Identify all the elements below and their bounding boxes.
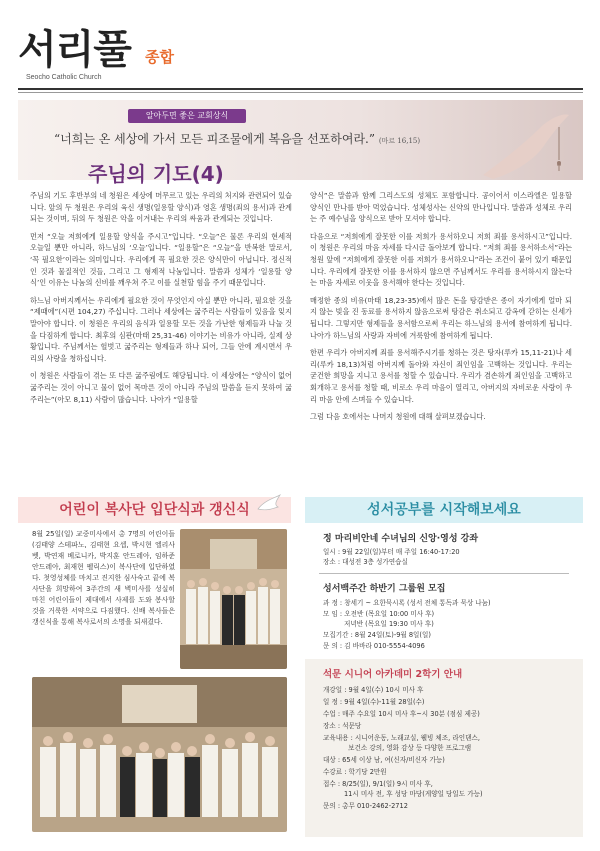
paragraph: 한편 우리가 아버지께 죄를 용서해주시기를 청하는 것은 탕자(루카 15,11-21)나 세리(루카 18,13)처럼 아버지께 돌아와 자신이 죄인임을 고백하는 것입니다. 우리는 굳건한 희망을 지니고 용서를 청할 수 있습니다. 우리가 겸손하게 죄인임을 고백하고 회개하고 용서를 청할 때, 비로소 우리 마음이 열리고, 아버지의 자비로운 사랑이 우리 마음 안에 스며들 수 있습니다. xyxy=(310,348,572,404)
paragraph: 매정한 종의 비유(마태 18,23-35)에서 많은 돈을 탕감받은 종이 자기에게 얼마 되지 않는 빚을 진 동료를 용서하지 않음으로써 탕감은 취소되고 감옥에 갇히는 신세가 됩니다. 그렇지만 형제들을 용서함으로써 우리는 하느님의 용서에 참여하게 됩니다. 나아가 하느님의 사랑과 자비에 겨룩함에 참여하게 됩니다. xyxy=(310,295,572,340)
senior-academy-line: 수업 : 매주 수요일 10시 미사 후~시 30분 (점심 제공) xyxy=(323,710,480,718)
paragraph: 그럼 다음 호에서는 나머지 청원에 대해 살펴보겠습니다. xyxy=(310,412,486,422)
masthead-title: 서리풀 xyxy=(18,27,131,73)
quote-reference: (마르 16,15) xyxy=(378,137,421,145)
altar-servers-panel xyxy=(18,497,291,837)
altar-servers-photo-2 xyxy=(32,677,287,832)
senior-academy-line: 교육내용 : 시니어운동, 노래교실, 웰빙 체조, 라인댄스, xyxy=(323,734,480,742)
senior-academy-line: 접수 : 8/25(일), 9/1(일) 9시 미사 후, xyxy=(323,780,433,788)
senior-academy-line: 문의 : 총무 010-2462-2712 xyxy=(323,802,408,810)
feature-title: 주님의 기도(4) xyxy=(88,162,224,186)
senior-academy-line: 수강료 : 학기당 2만원 xyxy=(323,768,387,776)
feature-left-column xyxy=(30,190,292,411)
lecture-heading: 정 마리비안네 수녀님의 신앙·영성 강좌 xyxy=(323,534,479,544)
masthead-rule-thin xyxy=(18,92,583,93)
senior-academy-line: 장소 : 석문당 xyxy=(323,722,362,730)
senior-academy-line: 일 정 : 9월 4일(수)-11월 28일(수) xyxy=(323,698,425,706)
series-tag: 알아두면 좋은 교회상식 xyxy=(128,109,246,123)
feature-right-column xyxy=(310,190,572,429)
masthead-rule xyxy=(18,88,583,90)
feature-article xyxy=(18,100,583,485)
dove-icon xyxy=(254,489,288,523)
paragraph: 이 청원은 사람들이 겪는 또 다른 굶주림에도 해당됩니다. 이 세상에는 “양식이 없어 굶주리는 것이 아니고 물이 없어 목마른 것이 아니라 주님의 말씀을 듣지 못하여 굶주리는”(아모 8,11) 사람이 많습니다. 나아가 “일용할 xyxy=(30,371,292,404)
altar-servers-title: 어린이 복사단 입단식과 갱신식 xyxy=(18,497,291,523)
section-label: 종합 xyxy=(145,48,174,66)
paragraph: 다음으로 “저희에게 잘못한 이를 저희가 용서하오니 저희 죄를 용서하시고”입니다. 이 청원은 우리의 마음 자세를 다시금 돌아보게 합니다. “저희 죄를 용서하소서”라는 청원 앞에 “저희에게 잘못한 이를 저희가 용서하오니”라는 조건이 붙어 있기 때문입니다. 우리에게 잘못한 이를 용서하지 않으면 주님께서도 우리를 용서하시지 않는다는 마음 자세로 이웃을 용서해야 한다는 것입니다. xyxy=(310,231,572,288)
paragraph: 주님의 기도 후반부의 네 청원은 세상에 머무르고 있는 우리의 처지와 관련되어 있습니다. 앞의 두 청원은 우리의 육신 생명(일용할 양식)과 영혼 생명(죄의 용서)과 관계되는 것이며, 뒤의 두 청원은 악을 이겨내는 우리의 싸움과 관계되는 것입니다. xyxy=(30,191,292,224)
masthead-subtitle: Seocho Catholic Church xyxy=(26,74,102,81)
bible-100-line: 모 임 : 오전반 (목요일 10:00 미사 후) xyxy=(323,610,435,618)
senior-academy-line: 보건소 강의, 영화 감상 등 다양한 프로그램 xyxy=(323,744,472,752)
lecture-line: 일시 : 9월 22일(일)부터 매 주일 16:40-17:20 xyxy=(323,548,460,556)
paragraph: 하느님 아버지께서는 우리에게 필요한 것이 무엇인지 아실 뿐만 아니라, 필요한 것을 “제때에”(시편 104,27) 주십니다. 그러나 세상에는 굶주리는 사람들이 있음을 잊지 말아야 합니다. 이 청원은 우리의 음식과 일용할 모든 것을 가난한 형제들과 나눌 것을 다짐하게 합니다. 최후의 심판(마태 25,31-46) 이야기는 비유가 아니라, 실제 상황입니다. 주님께서는 헐벗고 굶주리는 형제들과 하나 되어, 그들 안에 계시면서 우리의 사랑을 청하십니다. xyxy=(30,295,292,363)
altar-servers-text: 8월 25일(일) 교중미사에서 총 7명의 어린이들(김태양 스테파노, 김태현 요셉, 박시현 엘리사벳, 박연재 베로니카, 박지훈 안드레아, 임하준 안드레아, 최재현 펠릭스)이 복사단에 입단하였다. 첫영성체를 마치고 진지한 심사숙고 끝에 복사단을 희망하여 3주간의 새 벽미사를 성실히 마친 어린이들이 제대에서 사제를 도와 봉사할 것을 거룩한 서약으로 다짐했다. 신배 복사들은 갱신식을 통해 복사로서의 소명을 되새겼다. xyxy=(32,530,175,626)
paragraph: 양식”은 말씀과 함께 그리스도의 성체도 포함합니다. 공이어서 이스라엘은 일용할 양식인 만나를 받아 먹었습니다. 성체성사는 신약의 만나입니다. 말씀과 성체로 우리는 주 예수님을 양식으로 받아 모셔야 합니다. xyxy=(310,191,572,224)
quote-text: “너희는 온 세상에 가서 모든 피조물에게 복음을 선포하여라.” xyxy=(54,132,375,146)
bible-100-line: 과 정 : 창세기 ~ 요한묵시록 (성서 전체 통독과 묵상 나눔) xyxy=(323,599,491,607)
senior-academy-line: 대상 : 65세 이상 남, 여(신자/비신자 가능) xyxy=(323,756,445,764)
bible-100-heading: 성서백주간 하반기 그룹원 모집 xyxy=(323,584,446,594)
senior-academy-heading: 석문 시니어 아카데미 2학기 안내 xyxy=(323,669,463,680)
bible-study-panel xyxy=(305,497,583,837)
lecture-line: 장소 : 대성전 3층 성가연습실 xyxy=(323,558,408,566)
paragraph: 먼저 “오늘 저희에게 일용할 양식을 주시고”입니다. “오늘”은 물론 우리의 현세적 오늘일 뿐만 아니라, 하느님의 ‘오늘’입니다. “일용할”은 “오늘”을 반복한 말로서, ‘꼭 필요한’이라는 의미입니다. 우리에게 꼭 필요한 것은 양식만이 아닙니다. 정신적인 것과 물질적인 것들, 그리고 그 형제적 나눔입니다. 말씀과 성체가 ‘일용할 양식’인 이유는 나눔의 신비를 깨우쳐 주고 이를 실천할 힘을 주기 때문입니다. xyxy=(30,231,292,288)
scripture-quote xyxy=(54,130,474,147)
senior-academy-line: 11시 미사 전, 후 성당 마당(게양일 당일도 가능) xyxy=(323,790,483,798)
bible-100-line: 문 의 : 김 바바라 010-5554-4096 xyxy=(323,642,425,650)
divider xyxy=(319,573,569,574)
altar-servers-photo-1 xyxy=(180,529,287,669)
bible-100-line: 모집기간 : 8월 24일(토)-9월 8일(일) xyxy=(323,631,431,639)
bible-study-title: 성서공부를 시작해보세요 xyxy=(305,497,583,523)
senior-academy-box xyxy=(305,659,583,837)
bible-100-line: 저녁반 (목요일 19:30 미사 후) xyxy=(323,620,434,628)
praying-hands-icon xyxy=(473,105,573,180)
senior-academy-line: 개강일 : 9월 4일(수) 10시 미사 후 xyxy=(323,686,424,694)
